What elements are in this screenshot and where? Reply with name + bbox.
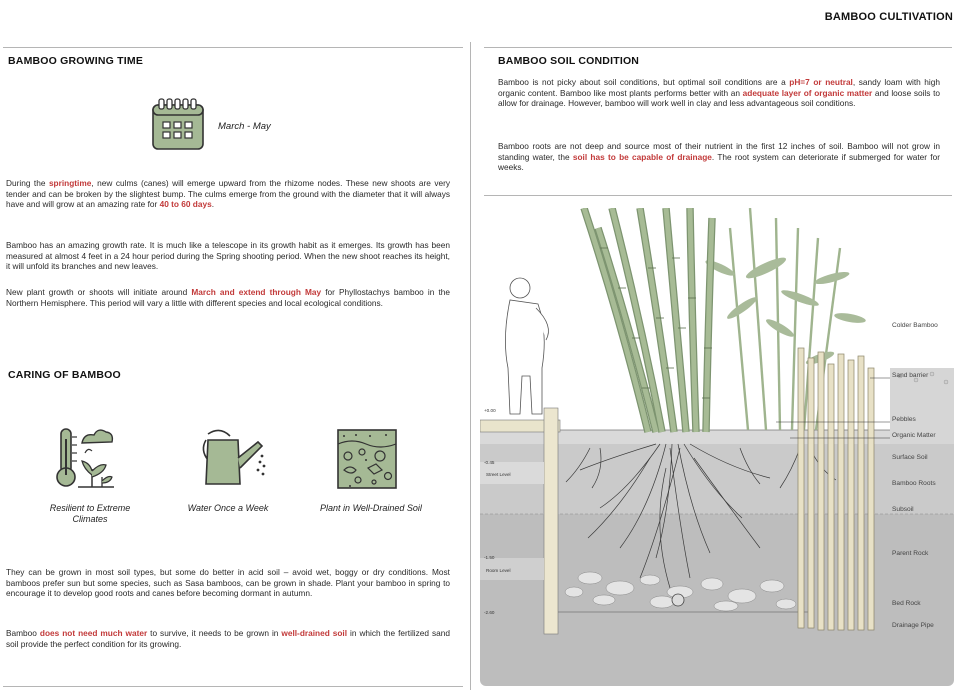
- soil-paragraph-2: Bamboo roots are not deep and source most of their nutrient in the first 12 inches of soil. Bamboo will not grow in standing water, the soil has to be capable of drainage. The root system can deteriorate if submerged for water for weeks.: [498, 141, 940, 173]
- right-top-rule: [484, 47, 952, 48]
- caring-paragraph-1: They can be grown in most soil types, but some do better in acid soil – avoid wet, boggy or dry conditions. Most bamboos prefer sun but some species, such as Sasa bamboos, can be grown in shade. Plant your bamboo in spring to encourage it to develop good roots and canes before becoming dormant in autumn.: [6, 567, 450, 599]
- growing-time-paragraph-3: New plant growth or shoots will initiate around March and extend through May for Phyllostachys bamboo in the Northern Hemisphere. This period will vary a little with different species and local ecological conditions.: [6, 287, 450, 308]
- left-top-rule: [3, 47, 463, 48]
- label-bed-rock: Bed Rock: [892, 600, 921, 607]
- caption-soil: Plant in Well-Drained Soil: [320, 503, 422, 513]
- soil-heading: BAMBOO SOIL CONDITION: [498, 55, 640, 67]
- bamboo-soil-diagram: [480, 208, 954, 686]
- growing-time-paragraph-2: Bamboo has an amazing growth rate. It is much like a telescope in its growth habit as it emerges. Its growth has been measured at almost 4 feet in a 24 hour period during the Spring shooting period. When the new shoot reaches its height, it will unfold its branches and new leaves.: [6, 240, 450, 272]
- soil-paragraph-1: Bamboo is not picky about soil conditions, but optimal soil conditions are a pH=7 or neutral, sandy loam with high organic content. Bamboo like most plants performs better with an adequate layer of organic matter and loose soils to allow for drainage. However, bamboo will work well in clay and less advantageous soil conditions.: [498, 77, 940, 109]
- caption-resilient-line-2: Climates: [72, 514, 108, 524]
- level-tick-2: -1.50: [484, 555, 495, 560]
- label-drainage-pipe: Drainage Pipe: [892, 622, 934, 629]
- right-mid-rule: [484, 195, 952, 196]
- column-divider: [470, 42, 471, 690]
- level-room: Room Level: [486, 568, 511, 573]
- level-street: Street Level: [486, 472, 511, 477]
- caring-heading: CARING OF BAMBOO: [8, 369, 121, 381]
- level-tick-3: -2.60: [484, 610, 495, 615]
- soil-texture-icon: [336, 428, 398, 490]
- thermometer-plant-icon: [52, 425, 118, 491]
- left-bottom-rule: [3, 686, 463, 687]
- label-pebbles: Pebbles: [892, 416, 916, 423]
- caption-resilient: [25, 503, 155, 525]
- watering-can-icon: [196, 428, 268, 490]
- level-tick-0: +0.00: [484, 408, 496, 413]
- label-subsoil: Subsoil: [892, 506, 914, 513]
- level-tick-1: -0.45: [484, 460, 495, 465]
- caption-water: Water Once a Week: [187, 503, 269, 513]
- label-surface-soil: Surface Soil: [892, 454, 928, 461]
- label-organic-matter: Organic Matter: [892, 432, 936, 439]
- label-parent-rock: Parent Rock: [892, 550, 929, 557]
- label-sand-barrier: Sand barrier: [892, 372, 929, 379]
- growing-time-paragraph-1: During the springtime, new culms (canes) will emerge upward from the rhizome nodes. These new shoots are very tender and can be broken by the slightest bump. The culms emerge from the ground with the diameter that it will always have and will grow at an amazing rate for 40 to 60 days.: [6, 178, 450, 210]
- calendar-icon: [150, 97, 206, 153]
- calendar-label: March - May: [218, 121, 271, 132]
- growing-time-heading: BAMBOO GROWING TIME: [8, 55, 144, 67]
- page-title: BAMBOO CULTIVATION: [824, 11, 953, 23]
- caption-resilient-line-1: Resilient to Extreme: [49, 503, 131, 513]
- label-colder-bamboo: Colder Bamboo: [892, 322, 938, 329]
- label-bamboo-roots: Bamboo Roots: [892, 480, 936, 487]
- caring-paragraph-2: Bamboo does not need much water to survive, it needs to be grown in well-drained soil in which the fertilized sand soil provide the perfect condition for its growing.: [6, 628, 450, 649]
